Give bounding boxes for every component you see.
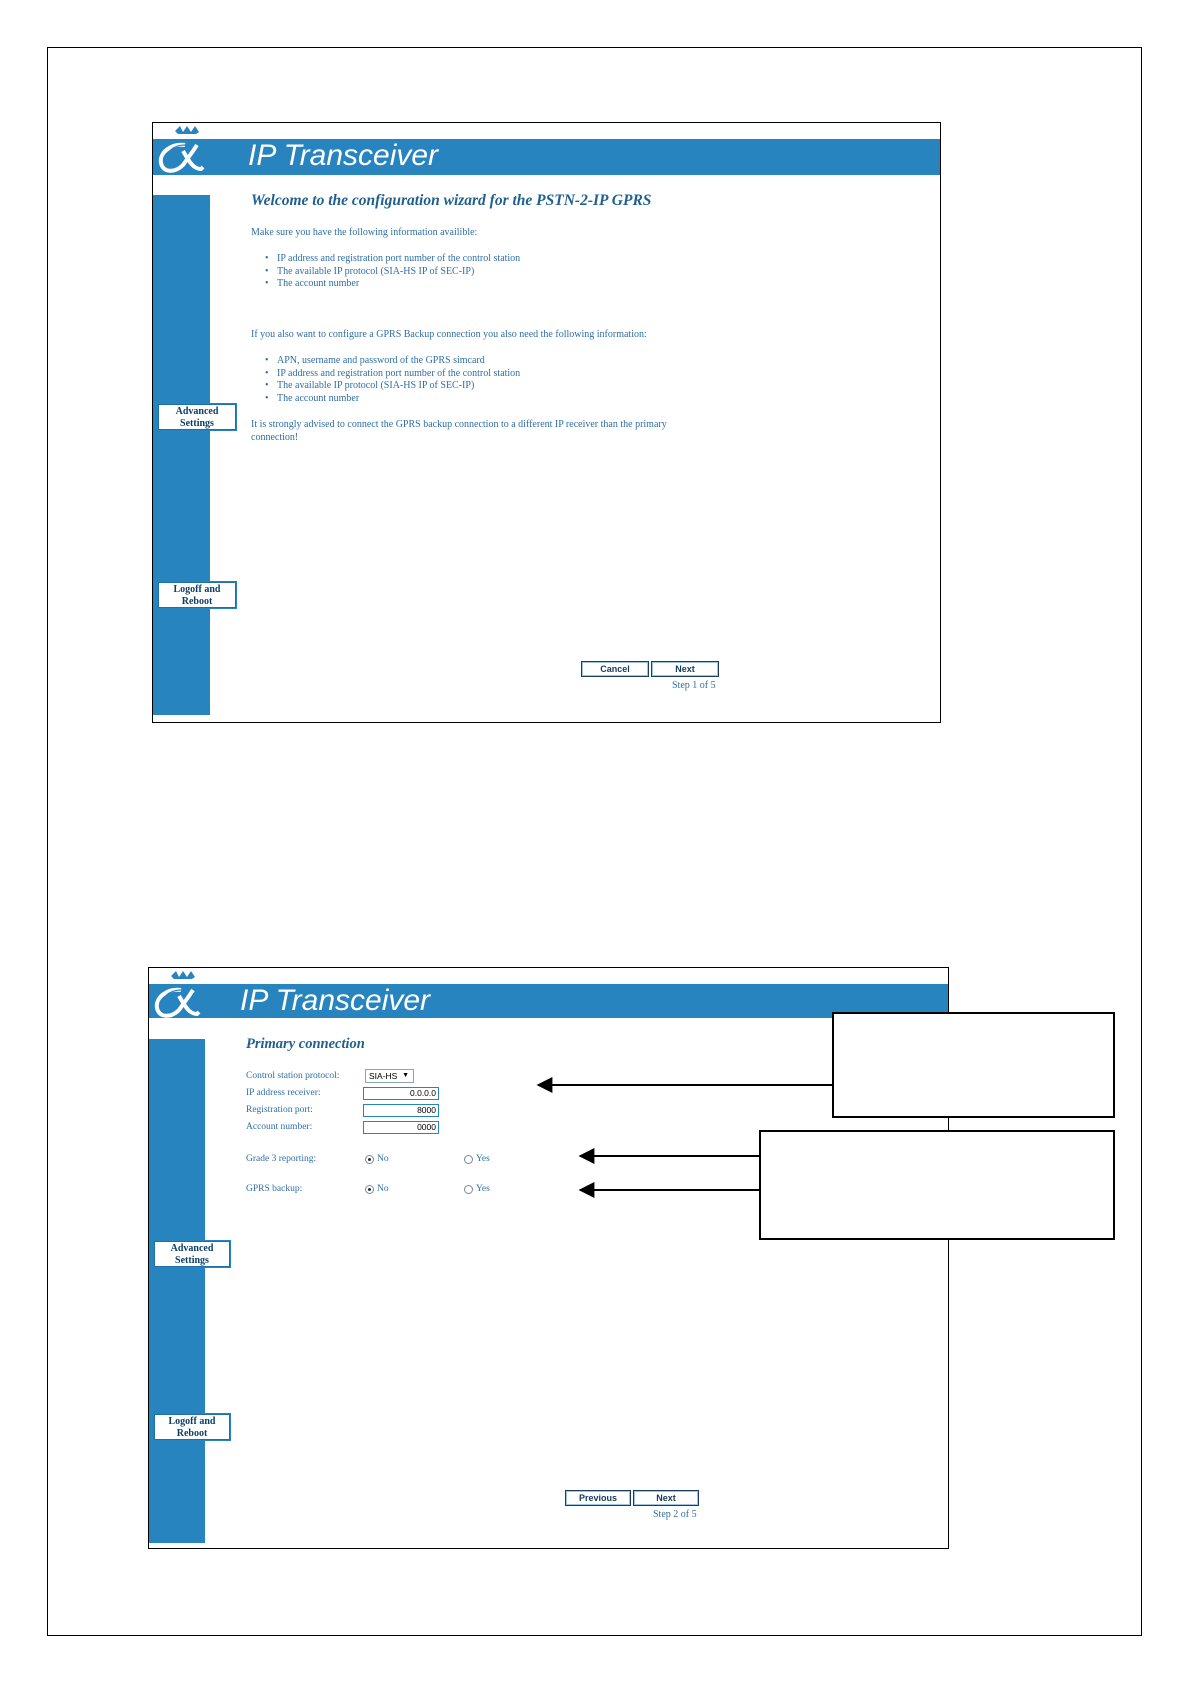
gprs-intro-text: If you also want to configure a GPRS Backup connection you also need the following information: <box>251 329 647 340</box>
step-indicator: Step 2 of 5 <box>653 1509 697 1520</box>
step-indicator: Step 1 of 5 <box>672 680 716 691</box>
advanced-settings-button[interactable]: Advanced Settings <box>157 403 237 431</box>
account-number-label: Account number: <box>246 1122 313 1132</box>
logoff-reboot-button[interactable]: Logoff and Reboot <box>153 1413 231 1441</box>
previous-button[interactable]: Previous <box>565 1490 631 1506</box>
registration-port-field[interactable]: 8000 <box>363 1104 439 1117</box>
list-item: • The account number <box>251 278 731 291</box>
ip-address-label: IP address receiver: <box>246 1088 321 1098</box>
advice-text: It is strongly advised to connect the GPRS backup connection to a different IP receiver than the primary connection! <box>251 419 667 443</box>
list-item: • The available IP protocol (SIA-HS IP of SEC-IP) <box>251 380 731 393</box>
protocol-select-value: SIA-HS <box>369 1071 398 1081</box>
account-number-field[interactable]: 0000 <box>363 1121 439 1134</box>
grade3-reporting-label: Grade 3 reporting: <box>246 1154 317 1164</box>
registration-port-label: Registration port: <box>246 1105 313 1115</box>
page-title: Primary connection <box>246 1036 365 1052</box>
list-item: • IP address and registration port number of the control station <box>251 368 731 381</box>
next-button[interactable]: Next <box>633 1490 699 1506</box>
grade3-yes-label: Yes <box>476 1154 490 1164</box>
page-title: Welcome to the configuration wizard for the PSTN-2-IP GPRS <box>251 192 652 209</box>
list-item: • IP address and registration port number of the control station <box>251 253 731 266</box>
gprs-no-label: No <box>377 1184 389 1194</box>
list-item: • The available IP protocol (SIA-HS IP of SEC-IP) <box>251 266 731 279</box>
cancel-button[interactable]: Cancel <box>581 661 649 677</box>
list-item: • The account number <box>251 393 731 406</box>
app-title: IP Transceiver <box>248 139 439 172</box>
gprs-yes-label: Yes <box>476 1184 490 1194</box>
grade3-no-label: No <box>377 1154 389 1164</box>
advanced-settings-button[interactable]: Advanced Settings <box>153 1240 231 1268</box>
chevron-down-icon: ▼ <box>402 1072 409 1079</box>
ip-address-field[interactable]: 0.0.0.0 <box>363 1087 439 1100</box>
intro-text: Make sure you have the following information availible: <box>251 227 478 238</box>
gprs-backup-label: GPRS backup: <box>246 1184 303 1194</box>
next-button[interactable]: Next <box>651 661 719 677</box>
app-title: IP Transceiver <box>240 984 431 1017</box>
protocol-label: Control station protocol: <box>246 1071 340 1081</box>
list-item: • APN, username and password of the GPRS simcard <box>251 355 731 368</box>
logoff-reboot-button[interactable]: Logoff and Reboot <box>157 581 237 609</box>
